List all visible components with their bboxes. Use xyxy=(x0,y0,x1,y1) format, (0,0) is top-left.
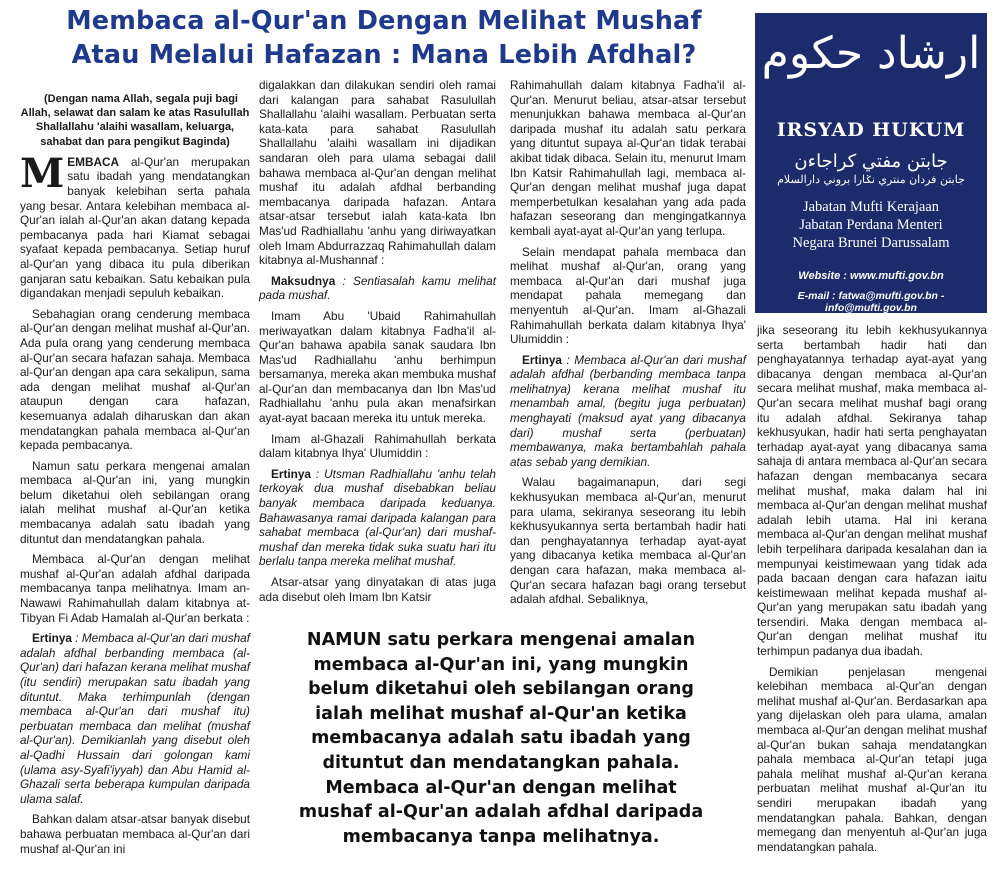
col1-paragraph-1 xyxy=(20,149,250,301)
pull-quote-line: ialah melihat mushaf al-Qur'an ketika xyxy=(315,703,687,724)
logo-email: E-mail : fatwa@mufti.gov.bn - info@mufti.gov.bn xyxy=(797,290,945,314)
col1-paragraph-4: Membaca al-Qur'an dengan melihat mushaf al-Qur'an adalah afdhal daripada membacanya tanpa melihatnya. Imam an-Nawawi Rahimahullah dalam kitabnya at-Tibyan Fi Adab Hamalah al-Qur'an berkata : xyxy=(20,552,250,625)
col3-ertinya-label: Ertinya xyxy=(522,352,562,367)
col2-paragraph-3: Imam al-Ghazali Rahimahullah berkata dalam kitabnya Ihya' Ulumiddin : xyxy=(259,431,496,461)
col2-paragraph-2: Imam Abu 'Ubaid Rahimahullah meriwayatkan dalam kitabnya Fadha'il al-Qur'an bahawa apabila sanak saudara Ibn Mas'ud Radhiallahu 'anhu berhimpun bersamanya, mereka akan membuka mushaf al-Qur'an dan membacanya dan Ibn Mas'ud Radhiallahu 'anhu pula akan menafsirkan ayat-ayat bacaan mereka itu untuk mereka. xyxy=(259,308,496,426)
pull-quote-line: Membaca al-Qur'an dengan melihat xyxy=(325,777,677,798)
col1-ertinya-label: Ertinya xyxy=(32,631,72,646)
logo-arabic-dept: جابتن مفتي كراجاءن xyxy=(794,151,948,172)
col2-maksudnya xyxy=(259,274,496,303)
logo-dept-line-3: Negara Brunei Darussalam xyxy=(792,235,950,251)
pull-quote-line: NAMUN satu perkara mengenai amalan xyxy=(306,630,696,650)
pull-quote xyxy=(270,628,732,849)
article-column-3 xyxy=(510,78,746,613)
headline xyxy=(20,4,748,72)
logo-dept-line-2: Jabatan Perdana Menteri xyxy=(799,217,943,233)
col2-ertinya-label: Ertinya xyxy=(271,466,311,481)
article-column-2 xyxy=(259,78,496,610)
col1-ertinya-text: : Membaca al-Qur'an dari mushaf adalah afdhal berbanding membaca (al-Qur'an) dari hafazan kerana melihat mushaf (itu sendiri) merupakan satu ibadah yang dituntut. Maka terhimpunlah (dengan membaca al-Qur'an dari mushaf itu) perbuatan membaca dan melihat (mushaf al-Qur'an). Demikianlah yang disebut oleh al-Qadhi Hussain dari golongan kami (ulama asy-Syafi'iyyah) dan Abu Hamid al-Ghazali serta beberapa kumpulan daripada ulama salaf. xyxy=(20,631,250,806)
irsyad-hukum-logo xyxy=(755,13,987,313)
pull-quote-line: membacanya adalah satu ibadah yang xyxy=(311,728,691,749)
pull-quote-line: mushaf al-Qur'an adalah afdhal daripada xyxy=(298,802,704,823)
pull-quote-line: belum diketahui oleh sebilangan orang xyxy=(308,679,694,700)
intro-text: (Dengan nama Allah, segala puji bagi Allah, selawat dan salam ke atas Rasulullah Shallallahu 'alaihi wasallam, keluarga, sahabat dan para pengikut Baginda) xyxy=(20,93,250,148)
headline-line-2: Atau Melalui Hafazan : Mana Lebih Afdhal? xyxy=(71,40,697,70)
col1-paragraph-3: Namun satu perkara mengenai amalan membaca al-Qur'an ini, yang mungkin belum diketahui oleh sebilangan orang ialah melihat mushaf al-Qur'an ketika membacanya adalah satu ibadah yang dituntut dan mendatangkan pahala. xyxy=(20,458,250,546)
col2-paragraph-4: Atsar-atsar yang dinyatakan di atas juga ada disebut oleh Imam Ibn Katsir xyxy=(259,575,496,604)
col1-paragraph-2: Sebahagian orang cenderung membaca al-Qur'an dengan melihat mushaf al-Qur'an. Ada pula orang yang cenderung membaca al-Qur'an secara hafazan sahaja. Membaca al-Qur'an dengan apa cara sekalipun, sama ada dengan melihat mushaf al-Qur'an ataupun dengan cara hafazan, kesemuanya adalah diharuskan dan akan mendatangkan pahala membaca al-Qur'an kepada pembacanya. xyxy=(20,306,250,453)
col1-ertinya xyxy=(20,631,250,806)
logo-dept xyxy=(755,198,987,252)
article-column-1 xyxy=(20,92,250,862)
headline-line-1: Membaca al-Qur'an Dengan Melihat Mushaf xyxy=(66,6,702,36)
col2-maksudnya-label: Maksudnya xyxy=(271,273,336,288)
col3-ertinya-text: : Membaca al-Qur'an dari mushaf adalah afdhal (berbanding membaca tanpa melihatnya) kerana melihat mushaf itu menambah amal, (begitu juga perbuatan) menghayati (maksud ayat yang dibacanya dari) mushaf serta (perbuatan) membawanya, maka bertambahlah pahala atas sebab yang demikian. xyxy=(510,352,746,469)
col2-ertinya-text: : Utsman Radhiallahu 'anhu telah terkoyak dua mushaf disebabkan beliau banyak membaca daripada keduanya. Bahawasanya ramai daripada kalangan para sahabat membaca (al-Qur'an) dari mushaf-mushaf dan mereka tidak suka suatu hari itu berlalu tanpa mereka melihat mushaf. xyxy=(259,466,496,569)
pull-quote-line: membaca al-Qur'an ini, yang mungkin xyxy=(313,654,689,675)
col1-lead-word: EMBACA xyxy=(67,154,120,169)
logo-dept-line-1: Jabatan Mufti Kerajaan xyxy=(802,199,940,215)
col2-ertinya xyxy=(259,467,496,569)
logo-brand: IRSYAD HUKUM xyxy=(776,119,966,141)
col3-paragraph-1: Rahimahullah dalam kitabnya Fadha'il al-Qur'an. Menurut beliau, atsar-atsar tersebut menunjukkan bahawa membaca al-Qur'an daripada mushaf itu adalah satu perkara yang dituntut supaya al-Qur'an tidak terabai akibat tidak dibaca. Selain itu, menurut Imam Ibn Katsir Rahimahullah lagi, membaca al-Qur'an dengan melihat mushaf juga dapat memperbetulkan kesalahan yang ada pada hafazan seseorang dan mengingatkannya kembali ayat-ayat al-Qur'an yang terlupa. xyxy=(510,78,746,238)
col4-paragraph-1: jika seseorang itu lebih kekhusyukannya serta bertambah hadir hati dan penghayatannya terhadap ayat-ayat yang dibacanya dengan membaca al-Qur'an secara melihat mushaf, maka membaca al-Qur'an secara melihat mushaf bagi orang itu adalah afdhal. Sekiranya tahap kekhusyukan, hadir hati serta penghayatan terhadap ayat-ayat yang dibacanya sama sahaja di antara membaca al-Qur'an secara hafazan dengan membacanya secara melihat mushaf, maka dalam hal ini membaca al-Qur'an dengan melihat mushaf adalah lebih utama. Hal ini kerana membaca al-Qur'an dengan melihat mushaf lebih terpelihara daripada kesalahan dan ia mempunyai keistimewaan yang tidak ada pada bacaan dengan cara hafazan iaitu keistimewaan melihat kepada mushaf al-Qur'an yang merupakan satu ibadah yang tersendiri. Maka dengan membaca al-Qur'an dengan melihat mushaf itu terhimpun padanya dua ibadah. xyxy=(757,323,987,659)
col3-ertinya xyxy=(510,353,746,470)
logo-website: Website : www.mufti.gov.bn xyxy=(798,270,944,282)
col3-paragraph-3: Walau bagaimanapun, dari segi kekhusyukan membaca al-Qur'an, menurut para ulama, sekiranya seseorang itu lebih kekhusyukannya serta bertambah hadir hati dan penghayatannya terhadap ayat-ayat yang dibacanya ketika membaca al-Qur'an dengan cara hafazan, maka membaca al-Qur'an secara hafazan bagi orang tersebut adalah afdhal. Sebaliknya, xyxy=(510,475,746,607)
drop-cap: M xyxy=(20,149,65,197)
logo-arabic-calligraphy: ارشاد حكوم xyxy=(761,28,981,79)
pull-quote-line: dituntut dan mendatangkan pahala. xyxy=(322,752,680,773)
pull-quote-line: membacanya tanpa melihatnya. xyxy=(342,826,660,847)
col3-paragraph-2: Selain mendapat pahala membaca dan melihat mushaf al-Qur'an, orang yang membaca al-Qur'an dari mushaf juga mendapat pahala memegang dan menyentuh al-Qur'an. Imam al-Ghazali Rahimahullah berkata dalam kitabnya Ihya' Ulumiddin : xyxy=(510,244,746,347)
col1-paragraph-5: Bahkan dalam atsar-atsar banyak disebut bahawa perbuatan membaca al-Qur'an dari mushaf al-Qur'an ini xyxy=(20,812,250,856)
col1-p1-text: al-Qur'an merupakan satu ibadah yang mendatangkan banyak kelebihan serta pahala yang besar. Antara kelebihan membaca al-Qur'an ialah al-Qur'an akan datang kepada pembacanya pada hari Kiamat sebagai syafaat kepada pembacanya. Setiap huruf al-Qur'an yang dibaca itu pula diberikan ganjaran satu kebaikan. Satu kebaikan pula digandakan menjadi sepuluh kebaikan. xyxy=(20,154,250,301)
logo-arabic-dept-2: جابتن فردان منتري نݢارا بروني دارالسلام xyxy=(777,173,965,186)
col4-paragraph-2: Demikian penjelasan mengenai kelebihan membaca al-Qur'an dengan melihat mushaf al-Qur'an. Berdasarkan apa yang dijelaskan oleh para ulama, amalan membaca al-Qur'an dengan melihat mushaf al-Qur'an bukan sahaja mendatangkan pahala membaca al-Qur'an tetapi juga pahala melihat mushaf al-Qur'an kerana perbuatan melihat mushaf al-Qur'an itu sendiri merupakan ibadah yang mendatangkan pahala. Bahkan, dengan memegang dan menyentuh al-Qur'an juga mendatangkan pahala. xyxy=(757,664,987,854)
col2-paragraph-1: digalakkan dan dilakukan sendiri oleh ramai dari kalangan para sahabat Rasulullah Shallallahu 'alaihi wasallam. Perbuatan serta kata-kata para sahabat Rasulullah Shallallahu 'alaihi wasallam ini dijadikan sandaran oleh para ulama sebagai dalil bahawa membaca al-Qur'an dengan melihat mushaf itu adalah afdhal berbanding membacanya daripada hafazan. Antara atsar-atsar tersebut ialah kata-kata Ibn Mas'ud Radhiallahu 'anhu yang diriwayatkan oleh Imam Abdurrazzaq Rahimahullah dalam kitabnya al-Mushannaf : xyxy=(259,78,496,268)
article-column-4 xyxy=(757,323,987,860)
col2-maksudnya-text: : Sentiasalah kamu melihat pada mushaf. xyxy=(259,273,496,303)
